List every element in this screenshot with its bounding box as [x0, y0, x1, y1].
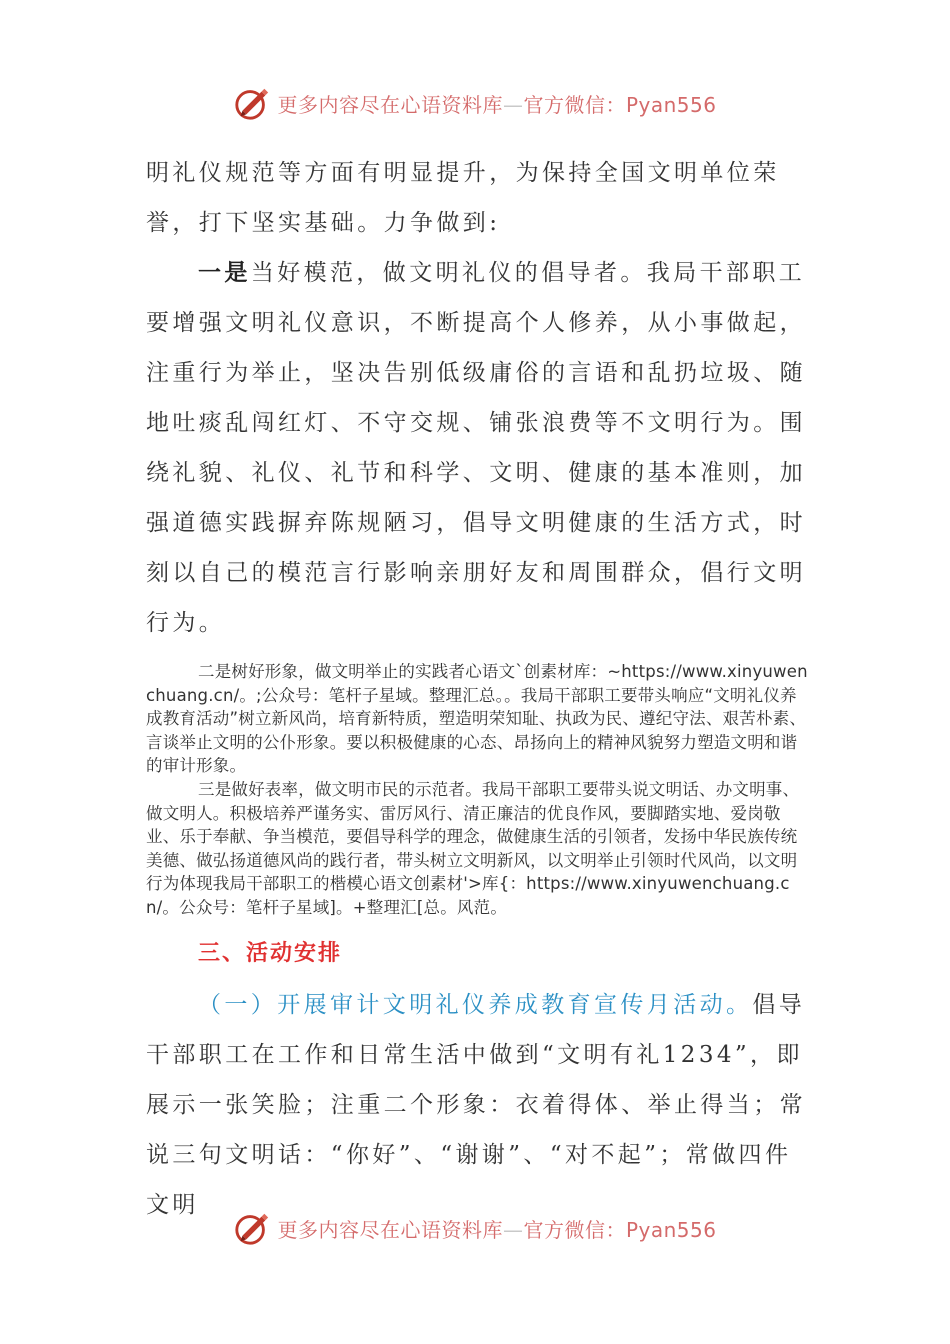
header-banner [0, 78, 950, 128]
footer-banner [0, 1203, 950, 1253]
paragraph-4: 三是做好表率，做文明市民的示范者。我局干部职工要带头说文明话、办文明事、做文明人。积极培养严谨务实、雷厉风行、清正廉洁的优良作风，要脚踏实地、爱岗敬业、乐于奉献、争当模范，要倡导科学的理念，做健康生活的引领者，发扬中华民族传统美德、做弘扬道德风尚的践行者，带头树立文明新风，以文明举止引领时代风尚，以文明行为体现我局干部职工的楷模心语文创素材'>库{：https://www.xinyuwenchuang.cn/。公众号：笔杆子星域]。+整理汇[总。风范。 [146, 779, 800, 917]
document-body [146, 148, 808, 1230]
banner-text: 更多内容尽在心语资料库—官方微信：Pyan556 [277, 1217, 717, 1242]
paragraph-5: （一）开展审计文明礼仪养成教育宣传月活动。倡导干部职工在工作和日常生活中做到“文明有礼1234”，即展示一张笑脸；注重二个形象：衣着得体、举止得当；常说三句文明话：“你好”、“谢谢”、“对不起”；常做四件文明 [146, 991, 806, 1218]
paragraph-2: 一是当好模范，做文明礼仪的倡导者。我局干部职工要增强文明礼仪意识，不断提高个人修养，从小事做起，注重行为举止，坚决告别低级庸俗的言语和乱扔垃圾、随地吐痰乱闯红灯、不守交规、铺张浪费等不文明行为。围绕礼貌、礼仪、礼节和科学、文明、健康的基本准则，加强道德实践摒弃陈规陋习，倡导文明健康的生活方式，时刻以自己的模范言行影响亲朋好友和周围群众，倡行文明行为。 [146, 259, 806, 636]
subheading: （一）开展审计文明礼仪养成教育宣传月活动。 [198, 991, 753, 1018]
pen-logo-icon [233, 1209, 271, 1247]
pen-logo-icon [233, 84, 271, 122]
section-heading: 三、活动安排 [198, 940, 343, 966]
banner-text: 更多内容尽在心语资料库—官方微信：Pyan556 [277, 92, 717, 117]
paragraph-3: 二是树好形象，做文明举止的实践者心语文`创素材库：~https://www.xinyuwenchuang.cn/。;公众号：笔杆子星域。整理汇总。。我局干部职工要带头响应“文明礼仪养成教育活动”树立新风尚，培育新特质，塑造明荣知耻、执政为民、遵纪守法、艰苦朴素、言谈举止文明的公仆形象。要以积极健康的心态、昂扬向上的精神风貌努力塑造文明和谐的审计形象。 [146, 662, 808, 776]
paragraph-2-bold-lead: 一是 [198, 259, 251, 286]
paragraph-1: 明礼仪规范等方面有明显提升，为保持全国文明单位荣誉，打下坚实基础。力争做到: [146, 160, 780, 236]
